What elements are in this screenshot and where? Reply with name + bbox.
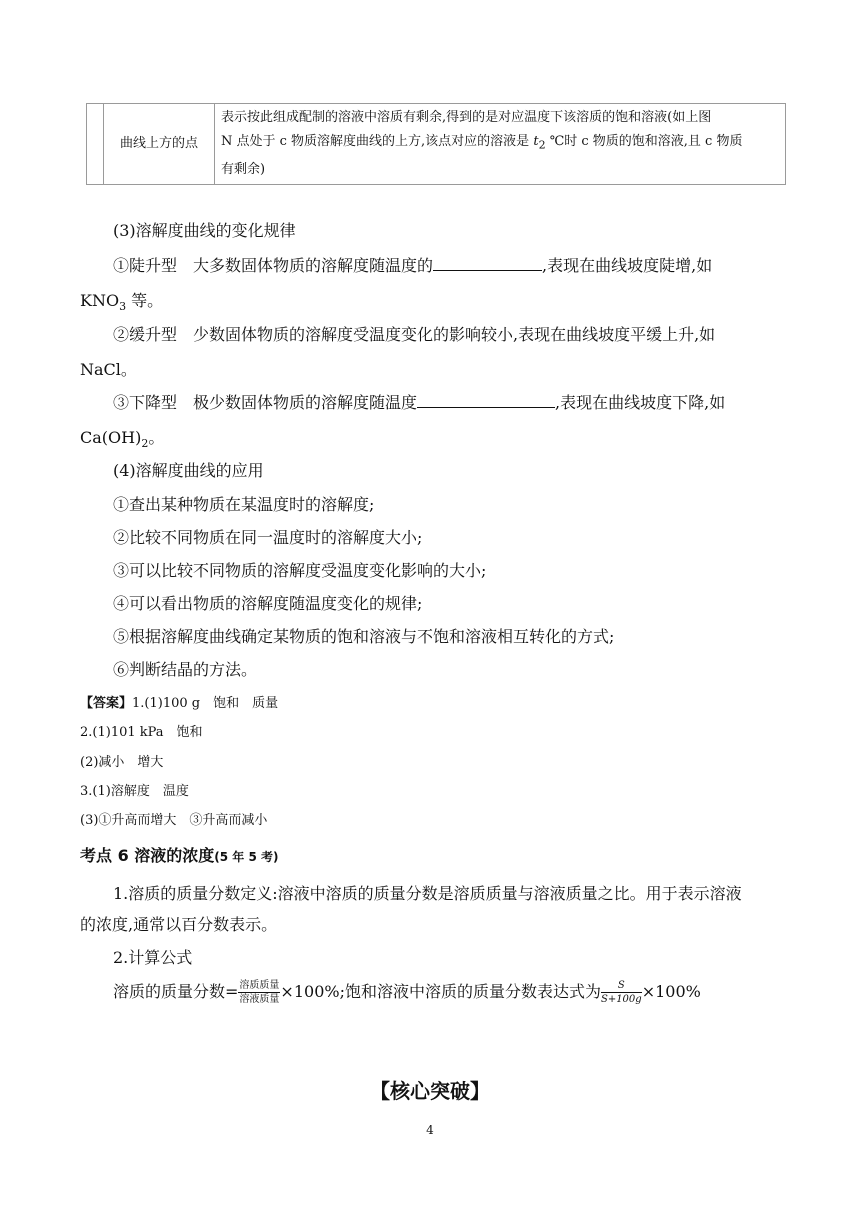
item3-text: ③下降型 极少数固体物质的溶解度随温度 xyxy=(113,393,418,412)
topic6-p1-line1: 1.溶质的质量分数定义:溶液中溶质的质量分数是溶质质量与溶液质量之比。用于表示溶液 xyxy=(113,884,742,903)
formula-subscript: 3 xyxy=(119,300,127,314)
list-item: ⑥判断结晶的方法。 xyxy=(113,660,258,679)
list-item: ②比较不同物质在同一温度时的溶解度大小; xyxy=(113,528,423,547)
fraction-numerator: 溶质质量 xyxy=(239,980,280,991)
table-cell-label: 曲线上方的点 xyxy=(104,104,215,185)
section3-item1-cont xyxy=(80,288,780,313)
fraction-denominator: S+100g xyxy=(600,994,642,1005)
answer-line-4: 3.(1)溶解度 温度 xyxy=(80,784,189,799)
answer-line-3: (2)减小 增大 xyxy=(80,755,164,770)
item1-text-end: ,表现在曲线坡度陡增,如 xyxy=(542,256,713,275)
fill-blank[interactable] xyxy=(417,393,555,408)
section3-item1 xyxy=(113,253,813,276)
section3-title: (3)溶解度曲线的变化规律 xyxy=(113,221,296,240)
fraction-mass-ratio xyxy=(238,979,280,1006)
section3-item2-cont: NaCl。 xyxy=(80,360,137,379)
description-line-1: 表示按此组成配制的溶液中溶质有剩余,得到的是对应温度下该溶质的饱和溶液(如上图 xyxy=(221,110,712,125)
formula-line xyxy=(113,979,813,1006)
topic6-note: (5 年 5 考) xyxy=(214,850,279,864)
section3-item3 xyxy=(113,390,813,413)
fraction-saturated xyxy=(601,979,642,1006)
item3-cont-end: 。 xyxy=(148,428,165,447)
topic6-p2-title: 2.计算公式 xyxy=(113,948,193,967)
fraction-numerator: S xyxy=(601,979,642,993)
section4-title: (4)溶解度曲线的应用 xyxy=(113,461,264,480)
section3-item3-cont xyxy=(80,425,780,450)
formula-kno3: KNO xyxy=(80,291,120,310)
temperature-symbol: t xyxy=(533,134,539,149)
list-item: ④可以看出物质的溶解度随温度变化的规律; xyxy=(113,594,423,613)
formula-middle: ×100%;饱和溶液中溶质的质量分数表达式为 xyxy=(280,982,601,1001)
list-item: ①查出某种物质在某温度时的溶解度; xyxy=(113,495,375,514)
answer-label: 【答案】 xyxy=(80,696,133,711)
formula-end: ×100% xyxy=(641,982,701,1001)
list-item: ⑤根据溶解度曲线确定某物质的饱和溶液与不饱和溶液相互转化的方式; xyxy=(113,627,615,646)
table-cell-description xyxy=(215,104,786,185)
answer-line-1 xyxy=(80,692,780,711)
topic6-p1-line2: 的浓度,通常以百分数表示。 xyxy=(80,915,278,934)
formula-prefix: 溶质的质量分数= xyxy=(113,982,239,1001)
item1-text: ①陡升型 大多数固体物质的溶解度随温度的 xyxy=(113,256,434,275)
answer-line-2: 2.(1)101 kPa 饱和 xyxy=(80,725,203,740)
solubility-curve-table xyxy=(86,103,786,185)
item3-text-end: ,表现在曲线坡度下降,如 xyxy=(555,393,726,412)
description-line-2-text: N 点处于 c 物质溶解度曲线的上方,该点对应的溶液是 xyxy=(221,134,534,149)
answer-text: 1.(1)100 g 饱和 质量 xyxy=(132,696,279,711)
item1-cont-end: 等。 xyxy=(126,291,164,310)
table-row xyxy=(87,104,786,185)
fraction-denominator: 溶液质量 xyxy=(239,994,280,1005)
formula-caoh2: Ca(OH) xyxy=(80,428,142,447)
topic6-heading xyxy=(80,843,278,866)
description-line-2 xyxy=(221,130,779,158)
formula-subscript: 2 xyxy=(141,437,149,451)
page-number: 4 xyxy=(426,1123,434,1137)
temperature-subscript: 2 xyxy=(538,138,546,152)
description-line-3: 有剩余) xyxy=(221,161,266,177)
description-line-2-end: ℃时 c 物质的饱和溶液,且 c 物质 xyxy=(545,134,743,149)
answer-line-5: (3)①升高而增大 ③升高而减小 xyxy=(80,813,268,828)
table-cell-empty xyxy=(87,104,104,185)
list-item: ③可以比较不同物质的溶解度受温度变化影响的大小; xyxy=(113,561,487,580)
fill-blank[interactable] xyxy=(433,256,542,271)
topic6-title: 考点 6 溶液的浓度 xyxy=(80,846,215,865)
core-breakthrough-heading: 【核心突破】 xyxy=(370,1079,490,1103)
section3-item2: ②缓升型 少数固体物质的溶解度受温度变化的影响较小,表现在曲线坡度平缓上升,如 xyxy=(113,325,716,344)
